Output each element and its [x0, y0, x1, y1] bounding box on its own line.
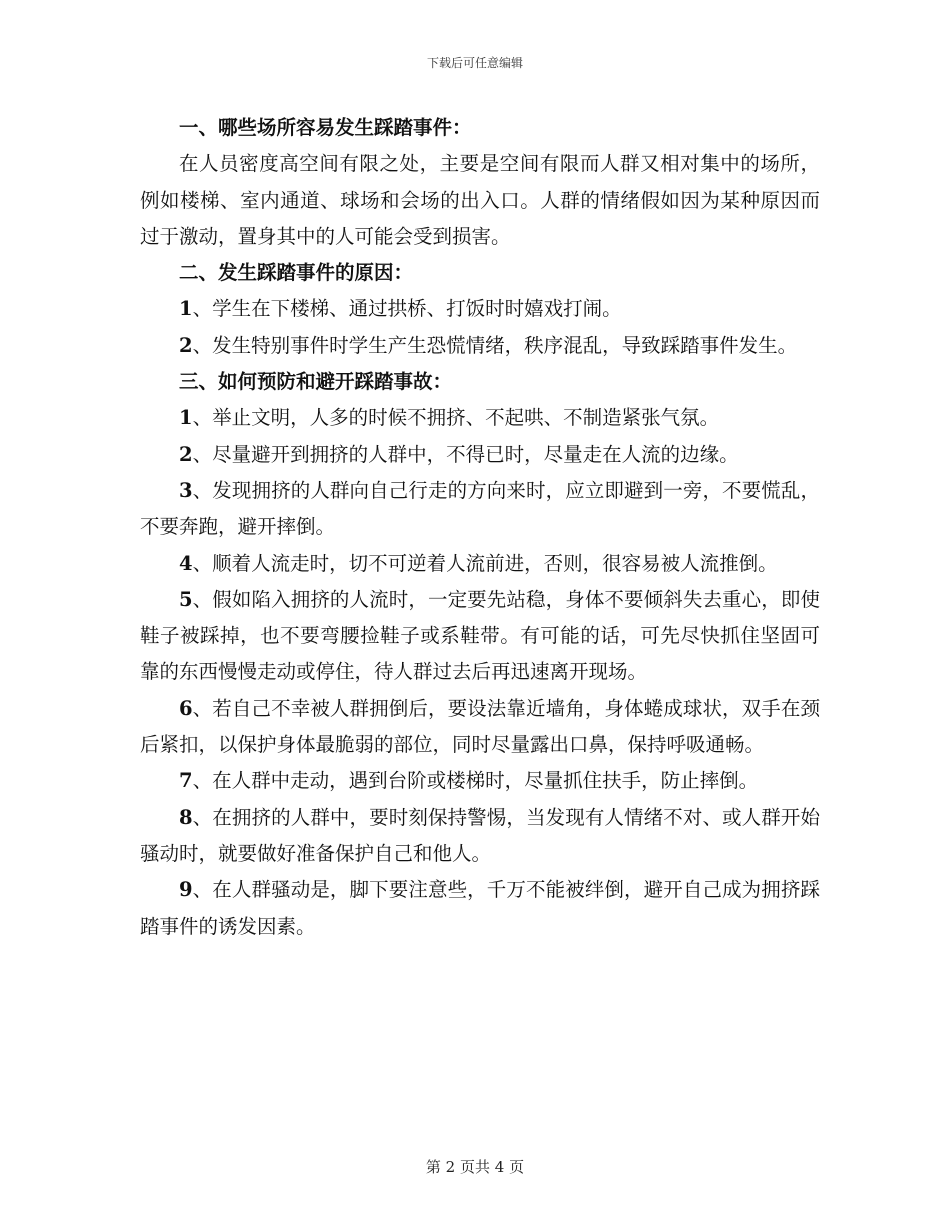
- item-number: 5: [179, 587, 193, 611]
- item-number: 6: [179, 696, 193, 720]
- item-text: 、假如陷入拥挤的人流时，一定要先站稳，身体不要倾斜失去重心，即使鞋子被踩掉，也不要弯腰捡鞋子或系鞋带。有可能的话，可先尽快抓住坚固可靠的东西慢慢走动或停住，待人群过去后再迅速离开现场。: [140, 587, 820, 684]
- list-item: [140, 872, 820, 945]
- item-text: 、顺着人流走时，切不可逆着人流前进，否则，很容易被人流推倒。: [192, 551, 778, 575]
- item-number: 2: [179, 442, 193, 466]
- item-text: 、在人群骚动是，脚下要注意些，千万不能被绊倒，避开自己成为拥挤踩踏事件的诱发因素。: [140, 878, 820, 938]
- list-item: [140, 437, 820, 473]
- item-number: 7: [179, 769, 193, 793]
- list-item: [140, 473, 820, 546]
- section-heading-2: 二、发生踩踏事件的原因：: [179, 261, 414, 285]
- item-number: 1: [179, 406, 193, 430]
- list-item: [140, 691, 820, 764]
- page-header: 下载后可任意编辑: [426, 56, 523, 70]
- page-footer: 第 2 页共 4 页: [425, 1158, 525, 1176]
- list-item: [140, 400, 820, 436]
- list-item: [140, 800, 820, 873]
- item-text: 、尽量避开到拥挤的人群中，不得已时，尽量走在人流的边缘。: [192, 442, 739, 466]
- list-item: [140, 328, 820, 364]
- item-number: 2: [179, 333, 193, 357]
- list-item: [140, 291, 820, 327]
- list-item: [140, 763, 820, 799]
- item-text: 、在拥挤的人群中，要时刻保持警惕，当发现有人情绪不对、或人群开始骚动时，就要做好准备保护自己和他人。: [140, 805, 820, 865]
- item-text: 、发现拥挤的人群向自己行走的方向来时，应立即避到一旁，不要慌乱，不要奔跑，避开摔倒。: [140, 478, 820, 539]
- item-number: 4: [179, 551, 193, 575]
- item-text: 、在人群中走动，遇到台阶或楼梯时，尽量抓住扶手，防止摔倒。: [192, 769, 759, 793]
- list-item: [140, 546, 820, 582]
- item-number: 9: [179, 878, 193, 902]
- item-text: 、举止文明，人多的时候不拥挤、不起哄、不制造紧张气氛。: [192, 406, 720, 430]
- document-body: [140, 110, 820, 945]
- paragraph: 在人员密度高空间有限之处，主要是空间有限而人群又相对集中的场所，例如楼梯、室内通道、球场和会场的出入口。人群的情绪假如因为某种原因而过于激动，置身其中的人可能会受到损害。: [140, 152, 820, 248]
- item-number: 1: [179, 297, 193, 321]
- item-text: 、发生特别事件时学生产生恐慌情绪，秩序混乱，导致踩踏事件发生。: [192, 333, 798, 357]
- item-text: 、若自己不幸被人群拥倒后，要设法靠近墙角，身体蜷成球状，双手在颈后紧扣，以保护身体最脆弱的部位，同时尽量露出口鼻，保持呼吸通畅。: [140, 696, 820, 757]
- section-heading-1: 一、哪些场所容易发生踩踏事件：: [179, 116, 472, 139]
- item-number: 8: [179, 805, 193, 829]
- list-item: [140, 582, 820, 691]
- item-number: 3: [179, 478, 193, 502]
- section-heading-3: 三、如何预防和避开踩踏事故：: [179, 370, 453, 394]
- item-text: 、学生在下楼梯、通过拱桥、打饭时时嬉戏打闹。: [192, 297, 622, 321]
